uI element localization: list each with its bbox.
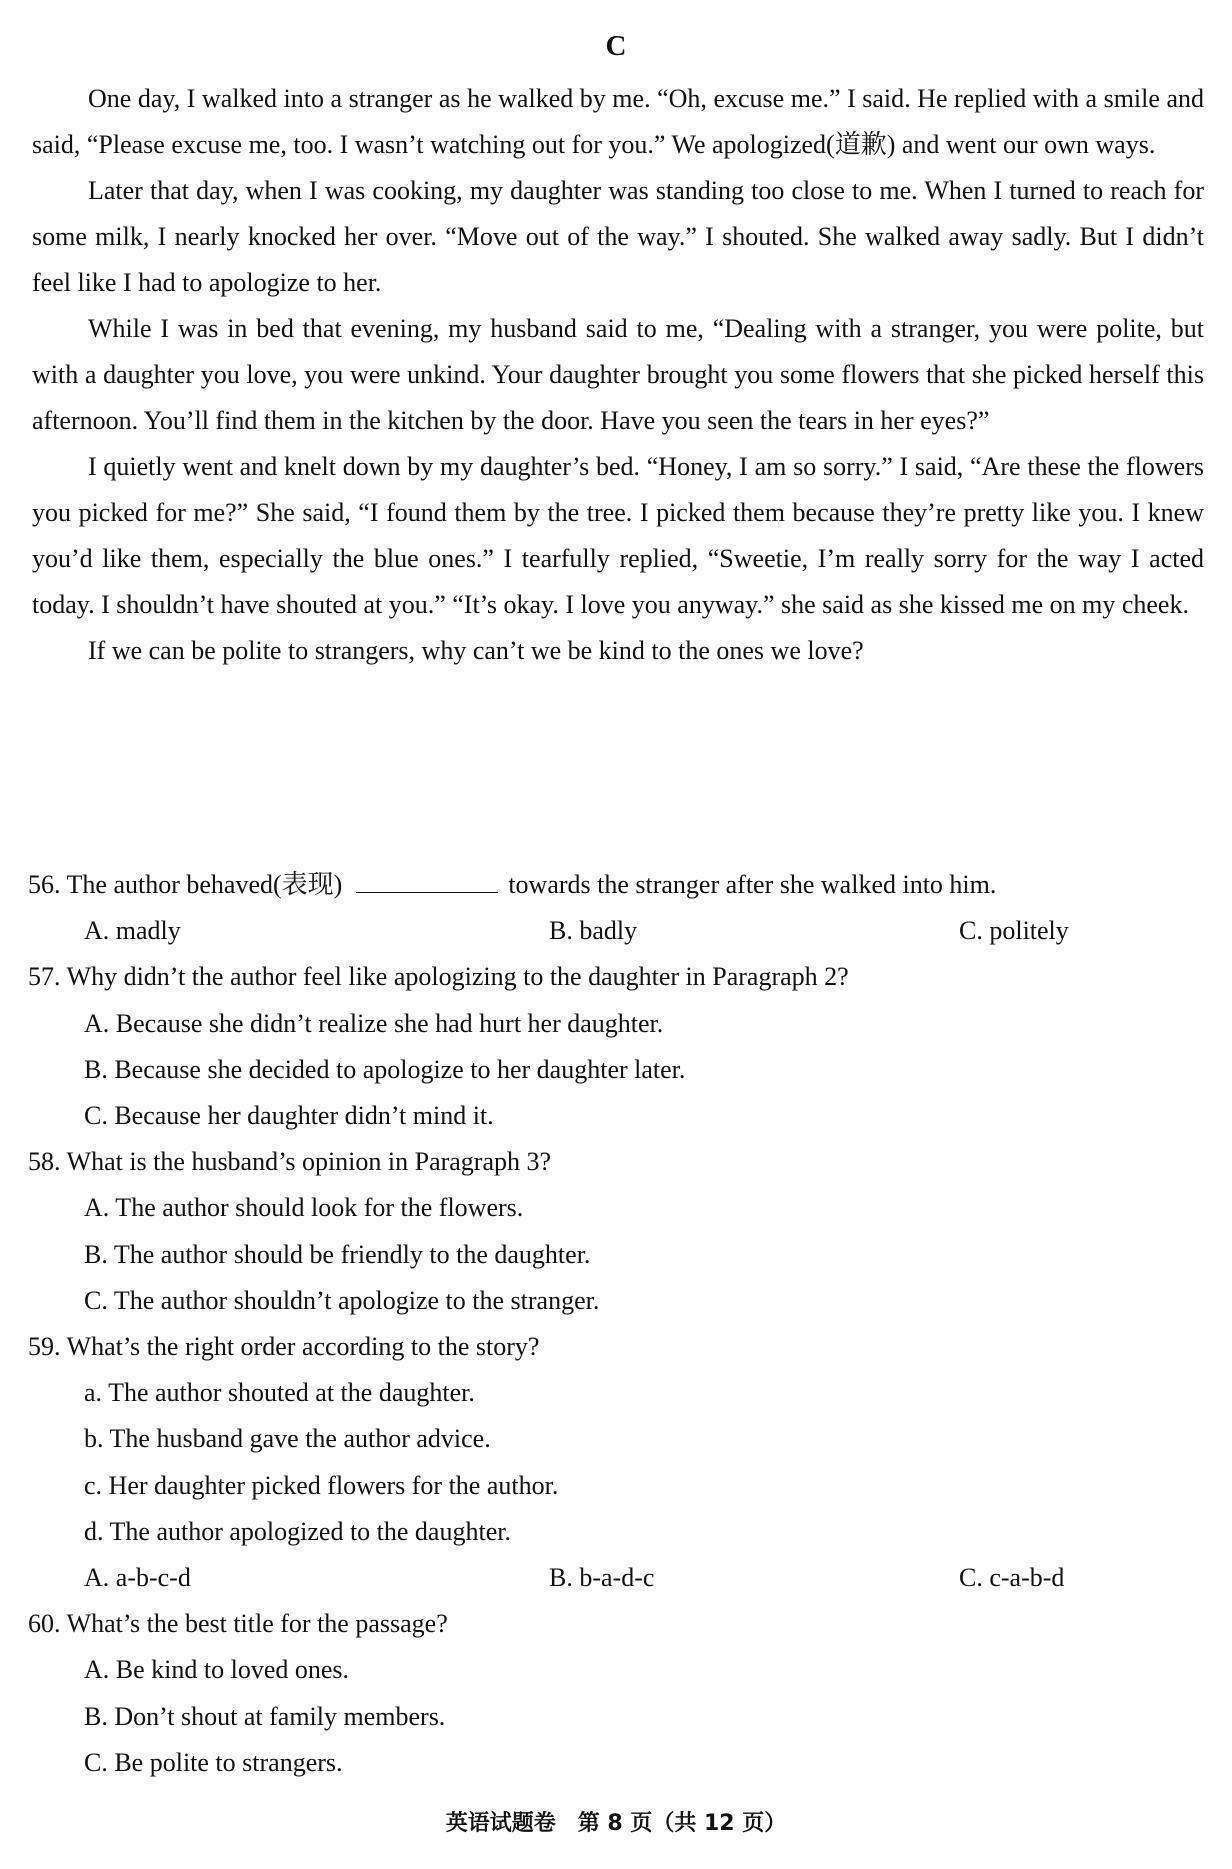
question-56-stem-start: 56. The author behaved(表现) xyxy=(28,870,343,899)
passage-paragraph-4: I quietly went and knelt down by my daughter’s bed. “Honey, I am so sorry.” I said, “Are these the flowers you picked for me?” She said, “I found them by the tree. I picked them because they’re pretty like you. I knew you’d like them, especially the blue ones.” I tearfully replied, “Sweetie, I’m really sorry for the way I acted today. I shouldn’t have shouted at you.” “It’s okay. I love you anyway.” she said as she kissed me on my cheek. xyxy=(32,452,1204,619)
option-c: C. politely xyxy=(959,916,1069,946)
event-a: a. The author shouted at the daughter. xyxy=(84,1378,475,1408)
option-b: B. Because she decided to apologize to her daughter later. xyxy=(84,1054,686,1084)
option-b: B. badly xyxy=(549,916,638,946)
question-56 xyxy=(28,862,1198,908)
passage-paragraph-1: One day, I walked into a stranger as he walked by me. “Oh, excuse me.” I said. He replied with a smile and said, “Please excuse me, too. I wasn’t watching out for you.” We apologized(道歉) and went our own ways. xyxy=(32,84,1204,159)
question-57: 57. Why didn’t the author feel like apologizing to the daughter in Paragraph 2? xyxy=(28,962,849,992)
option-a: A. Be kind to loved ones. xyxy=(84,1655,350,1685)
question-59-options xyxy=(28,1555,1198,1601)
answer-blank xyxy=(356,870,498,893)
option-b: B. b-a-d-c xyxy=(549,1563,655,1593)
passage-paragraph-3: While I was in bed that evening, my husband said to me, “Dealing with a stranger, you were polite, but with a daughter you love, you were unkind. Your daughter brought you some flowers that she picked herself this afternoon. You’ll find them in the kitchen by the door. Have you seen the tears in her eyes?” xyxy=(32,314,1204,435)
option-a: A. a-b-c-d xyxy=(84,1563,191,1593)
option-c: C. Be polite to strangers. xyxy=(84,1747,343,1777)
question-56-stem-end: towards the stranger after she walked into him. xyxy=(508,870,997,899)
section-title: C xyxy=(605,30,627,62)
option-c: C. Because her daughter didn’t mind it. xyxy=(84,1101,494,1131)
question-list xyxy=(28,862,1198,1786)
question-60: 60. What’s the best title for the passage? xyxy=(28,1609,448,1639)
reading-passage xyxy=(32,76,1204,674)
question-59: 59. What’s the right order according to the story? xyxy=(28,1332,540,1362)
passage-paragraph-2: Later that day, when I was cooking, my daughter was standing too close to me. When I turned to reach for some milk, I nearly knocked her over. “Move out of the way.” I shouted. She walked away sadly. But I didn’t feel like I had to apologize to her. xyxy=(32,176,1204,297)
option-b: B. The author should be friendly to the daughter. xyxy=(84,1239,591,1269)
event-c: c. Her daughter picked flowers for the author. xyxy=(84,1470,559,1500)
option-a: A. Because she didn’t realize she had hurt her daughter. xyxy=(84,1008,664,1038)
event-d: d. The author apologized to the daughter. xyxy=(84,1516,511,1546)
event-b: b. The husband gave the author advice. xyxy=(84,1424,491,1454)
option-a: A. The author should look for the flowers. xyxy=(84,1193,524,1223)
question-56-options xyxy=(28,908,1198,954)
question-58: 58. What is the husband’s opinion in Paragraph 3? xyxy=(28,1147,552,1177)
option-b: B. Don’t shout at family members. xyxy=(84,1701,446,1731)
option-c: C. The author shouldn’t apologize to the stranger. xyxy=(84,1285,600,1315)
page-footer: 英语试题卷 第 8 页（共 12 页） xyxy=(445,1811,787,1836)
option-a: A. madly xyxy=(84,916,181,946)
passage-paragraph-5: If we can be polite to strangers, why can’t we be kind to the ones we love? xyxy=(88,636,864,665)
option-c: C. c-a-b-d xyxy=(959,1563,1065,1593)
